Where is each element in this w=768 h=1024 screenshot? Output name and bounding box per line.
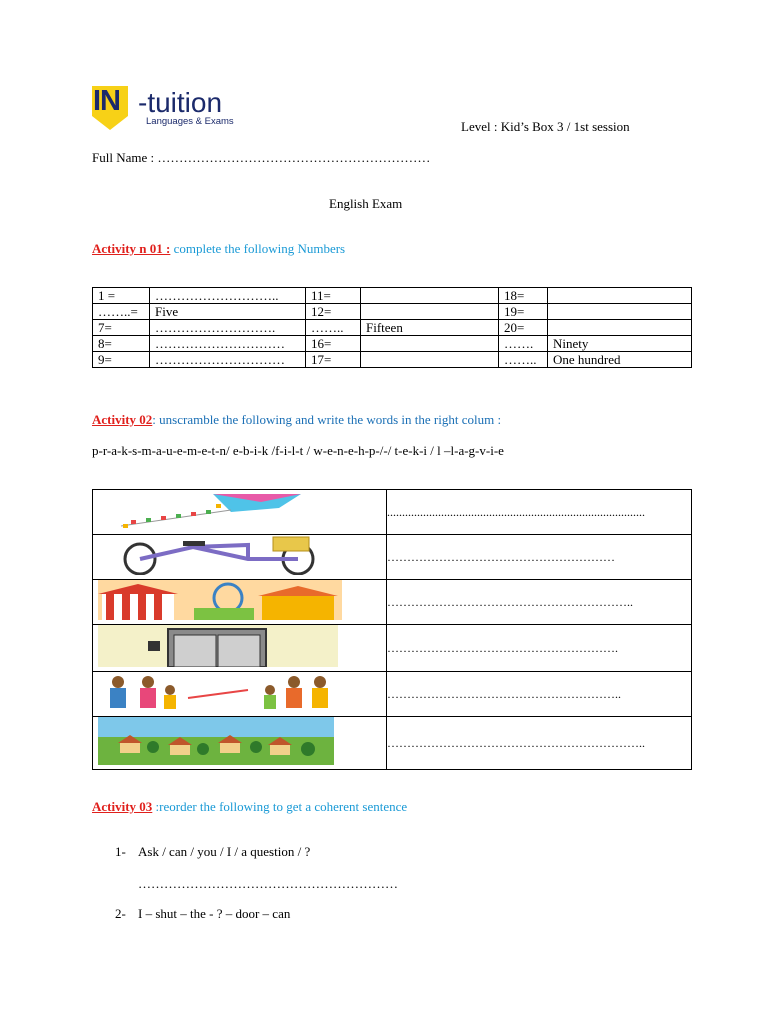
numbers-cell[interactable]: 19= [499,304,548,320]
numbers-row [93,304,692,320]
reorder-item-text: I – shut – the - ? – door – can [138,906,291,921]
numbers-cell[interactable]: 20= [499,320,548,336]
pictures-table [92,489,692,770]
activity1-instruction: complete the following Numbers [170,241,346,256]
numbers-cell[interactable]: 8= [93,336,150,352]
numbers-cell[interactable]: 11= [306,288,361,304]
numbers-cell[interactable] [548,288,692,304]
full-name-line: Full Name : ……………………………………………………… [92,150,431,165]
logo-in-text: IN [93,85,120,117]
reorder-answer-line[interactable]: …………………………………………………… [138,876,398,891]
numbers-cell[interactable] [361,336,499,352]
numbers-cell[interactable]: Five [150,304,306,320]
numbers-cell[interactable]: 12= [306,304,361,320]
answer-line-nephew[interactable]: ………………………………………………….. [387,672,692,717]
numbers-cell[interactable]: ……..= [93,304,150,320]
picture-cell [93,535,387,580]
numbers-cell[interactable] [548,320,692,336]
numbers-cell[interactable]: ……. [499,336,548,352]
activity2-label: Activity 02 [92,412,153,427]
numbers-row [93,352,692,368]
numbers-cell[interactable]: Fifteen [361,320,499,336]
numbers-cell[interactable] [361,352,499,368]
numbers-row [93,320,692,336]
activity1-heading [92,241,345,257]
amusement-park-icon [98,580,342,620]
logo [90,84,250,134]
picture-cell [93,672,387,717]
village-icon [98,717,334,765]
picture-cell [93,625,387,672]
logo-tagline: Languages & Exams [146,116,234,127]
bike-icon [98,535,342,575]
page-title: English Exam [329,196,403,211]
reorder-item-number: 2- [115,906,126,921]
picture-cell [93,490,387,535]
numbers-cell[interactable]: 16= [306,336,361,352]
numbers-cell[interactable]: 1 = [93,288,150,304]
activity2-instruction: : unscramble the following and write the words in the right colum : [152,412,502,427]
numbers-cell[interactable]: 7= [93,320,150,336]
activity1-label: Activity n 01 : [92,241,171,256]
level-text: Level : Kid’s Box 3 / 1st session [461,119,630,134]
answer-line-kite[interactable]: ...................................................................................... [387,490,692,535]
numbers-cell[interactable]: ………………………. [150,320,306,336]
reorder-item [115,844,311,860]
reorder-item-number: 1- [115,844,126,859]
numbers-cell[interactable]: ………………………… [150,336,306,352]
answer-line-bike[interactable]: ………………………………………………… [387,535,692,580]
answer-line-amusement-park[interactable]: …………………………………………………….. [387,580,692,625]
nephew-family-icon [98,672,338,712]
numbers-row [93,336,692,352]
numbers-cell[interactable] [361,304,499,320]
reorder-item [115,906,291,922]
numbers-table [92,287,692,368]
numbers-cell[interactable]: One hundred [548,352,692,368]
numbers-cell[interactable] [361,288,499,304]
kite-icon [101,490,301,530]
answer-line-lift[interactable]: …………………………………………………. [387,625,692,672]
picture-cell [93,580,387,625]
numbers-cell[interactable]: Ninety [548,336,692,352]
activity2-heading [92,412,501,428]
reorder-item-text: Ask / can / you / I / a question / ? [138,844,311,859]
scrambled-words: p-r-a-k-s-m-a-u-e-m-e-t-n/ e-b-i-k /f-i-l-t / w-e-n-e-h-p-/-/ t-e-k-i / l –l-a-g-v-i-e [92,443,504,458]
numbers-cell[interactable]: 17= [306,352,361,368]
answer-line-village[interactable]: ……………………………………………………….. [387,717,692,770]
activity3-label: Activity 03 [92,799,153,814]
numbers-cell[interactable]: ………………………… [150,352,306,368]
numbers-row [93,288,692,304]
numbers-cell[interactable]: 9= [93,352,150,368]
activity3-instruction: :reorder the following to get a coherent sentence [152,799,408,814]
picture-cell [93,717,387,770]
activity3-heading [92,799,407,815]
numbers-cell[interactable]: 18= [499,288,548,304]
logo-tuition-text: -tuition [138,87,223,118]
numbers-cell[interactable]: …….. [499,352,548,368]
numbers-cell[interactable] [548,304,692,320]
numbers-cell[interactable]: …….. [306,320,361,336]
lift-icon [98,625,338,667]
numbers-cell[interactable]: ……………………….. [150,288,306,304]
